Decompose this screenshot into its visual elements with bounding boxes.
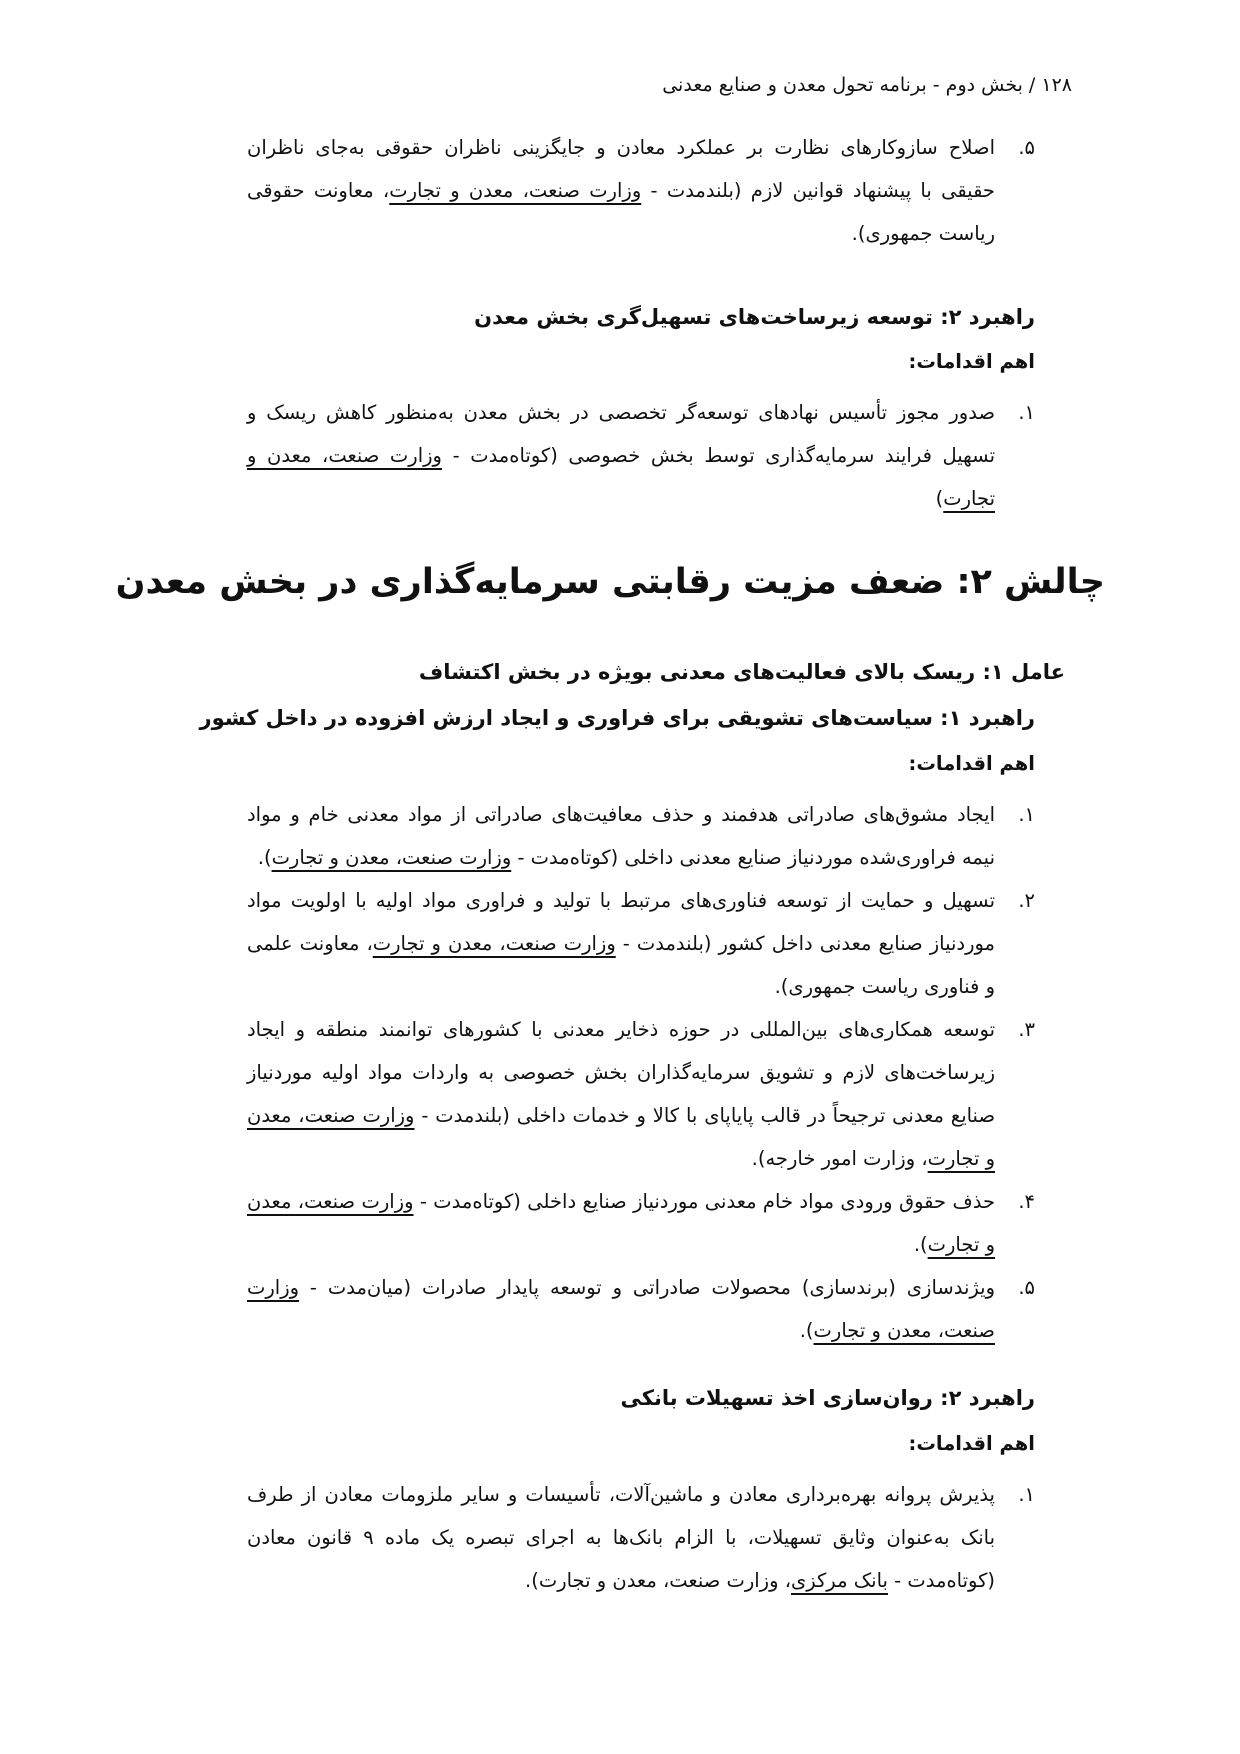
lead-agency: وزارت صنعت، معدن و تجارت (247, 444, 995, 510)
strategy-heading: راهبرد ۲: توسعه زیرساخت‌های تسهیل‌گری بخش معدن (474, 305, 1035, 329)
item-text-after: ). (913, 1233, 928, 1256)
item-text-after: ). (257, 846, 272, 869)
item-text (247, 1008, 995, 1180)
item-number: ۵. (1018, 1276, 1035, 1299)
lead-agency: وزارت صنعت، معدن و تجارت (271, 846, 512, 869)
action-item (247, 1266, 1035, 1352)
lead-agency: بانک مرکزی (791, 1569, 888, 1592)
item-text-after: ، معاونت علمی و فناوری ریاست جمهوری). (247, 932, 995, 998)
lead-agency: وزارت صنعت، معدن و تجارت (389, 179, 642, 202)
item-text (247, 1266, 995, 1352)
actions-label: اهم اقدامات: (908, 752, 1035, 775)
page-body (115, 0, 1105, 1754)
lead-agency: وزارت صنعت، معدن و تجارت (247, 1276, 995, 1342)
item-text-before: ایجاد مشوق‌های صادراتی هدفمند و حذف معافیت‌های صادراتی از مواد معدنی خام و مواد نیمه فراوری‌شده موردنیاز صنایع معدنی داخلی (کوتاه‌مدت - (247, 803, 995, 869)
action-item (247, 793, 1035, 879)
lead-agency: وزارت صنعت، معدن و تجارت (372, 932, 616, 955)
action-item (247, 1008, 1035, 1180)
item-text (247, 793, 995, 879)
item-text (247, 879, 995, 1008)
item-number: ۱. (1018, 803, 1035, 826)
item-text-after: ) (935, 487, 944, 510)
lead-agency: وزارت صنعت، معدن و تجارت (247, 1104, 995, 1170)
item-number: ۱. (1018, 401, 1035, 424)
item-text-after: ، وزارت صنعت، معدن و تجارت). (525, 1569, 791, 1592)
actions-label: اهم اقدامات: (908, 1432, 1035, 1455)
item-text (247, 1473, 995, 1602)
action-item (247, 391, 1035, 520)
item-number: ۱. (1018, 1483, 1035, 1506)
item-text (247, 126, 995, 255)
item-text-before: ویژندسازی (برندسازی) محصولات صادراتی و توسعه پایدار صادرات (میان‌مدت - (299, 1276, 995, 1299)
item-text-before: اصلاح سازوکارهای نظارت بر عملکرد معادن و جایگزینی ناظران حقوقی به‌جای ناظران حقیقی با پیشنهاد قوانین لازم (بلندمدت - (247, 136, 995, 202)
item-text-before: حذف حقوق ورودی مواد خام معدنی موردنیاز صنایع داخلی (کوتاه‌مدت - (413, 1190, 995, 1213)
item-text-before: صدور مجوز تأسیس نهادهای توسعه‌گر تخصصی در بخش معدن به‌منظور کاهش ریسک و تسهیل فرایند سرمایه‌گذاری توسط بخش خصوصی (کوتاه‌مدت - (247, 401, 995, 467)
item-text (247, 391, 995, 520)
lead-agency: وزارت صنعت، معدن و تجارت (247, 1190, 995, 1256)
strategy-heading: راهبرد ۲: روان‌سازی اخذ تسهیلات بانکی (620, 1386, 1035, 1410)
item-text-before: تسهیل و حمایت از توسعه فناوری‌های مرتبط با تولید و فراوری مواد اولیه با اولویت مواد موردنیاز صنایع معدنی داخل کشور (بلندمدت - (247, 889, 996, 955)
item-number: ۵. (1018, 136, 1035, 159)
action-item (247, 879, 1035, 1008)
action-item (247, 1473, 1035, 1602)
item-text-after: ). (799, 1319, 814, 1342)
item-text (247, 1180, 995, 1266)
item-number: ۳. (1018, 1018, 1035, 1041)
action-item (247, 126, 1035, 255)
item-number: ۴. (1018, 1190, 1035, 1213)
action-item (247, 1180, 1035, 1266)
strategy-heading: راهبرد ۱: سیاست‌های تشویقی برای فراوری و ایجاد ارزش افزوده در داخل کشور (199, 706, 1035, 730)
item-text-after: ، معاونت حقوقی ریاست جمهوری). (247, 179, 995, 245)
item-text-after: ، وزارت امور خارجه). (751, 1147, 928, 1170)
actions-label: اهم اقدامات: (908, 350, 1035, 373)
factor-heading: عامل ۱: ریسک بالای فعالیت‌های معدنی بویژه در بخش اکتشاف (418, 660, 1065, 684)
item-text-before: توسعه همکاری‌های بین‌المللی در حوزه ذخایر معدنی با کشورهای توانمند منطقه و ایجاد زیرساخت‌های لازم و تشویق سرمایه‌گذاران بخش خصوصی به واردات مواد اولیه موردنیاز صنایع معدنی ترجیحاً در قالب پایاپای با کالا و خدمات داخلی (بلندمدت - (247, 1018, 995, 1127)
item-number: ۲. (1018, 889, 1035, 912)
item-text-before: پذیرش پروانه بهره‌برداری معادن و ماشین‌آلات، تأسیسات و سایر ملزومات معادن از طرف بانک به‌عنوان وثایق تسهیلات، با الزام بانک‌ها به اجرای تبصره یک ماده ۹ قانون معادن (کوتاه‌مدت - (247, 1483, 995, 1592)
challenge-heading: چالش ۲: ضعف مزیت رقابتی سرمایه‌گذاری در بخش معدن (115, 562, 1105, 602)
running-header: ۱۲۸ / بخش دوم - برنامه تحول معدن و صنایع معدنی (662, 74, 1072, 96)
